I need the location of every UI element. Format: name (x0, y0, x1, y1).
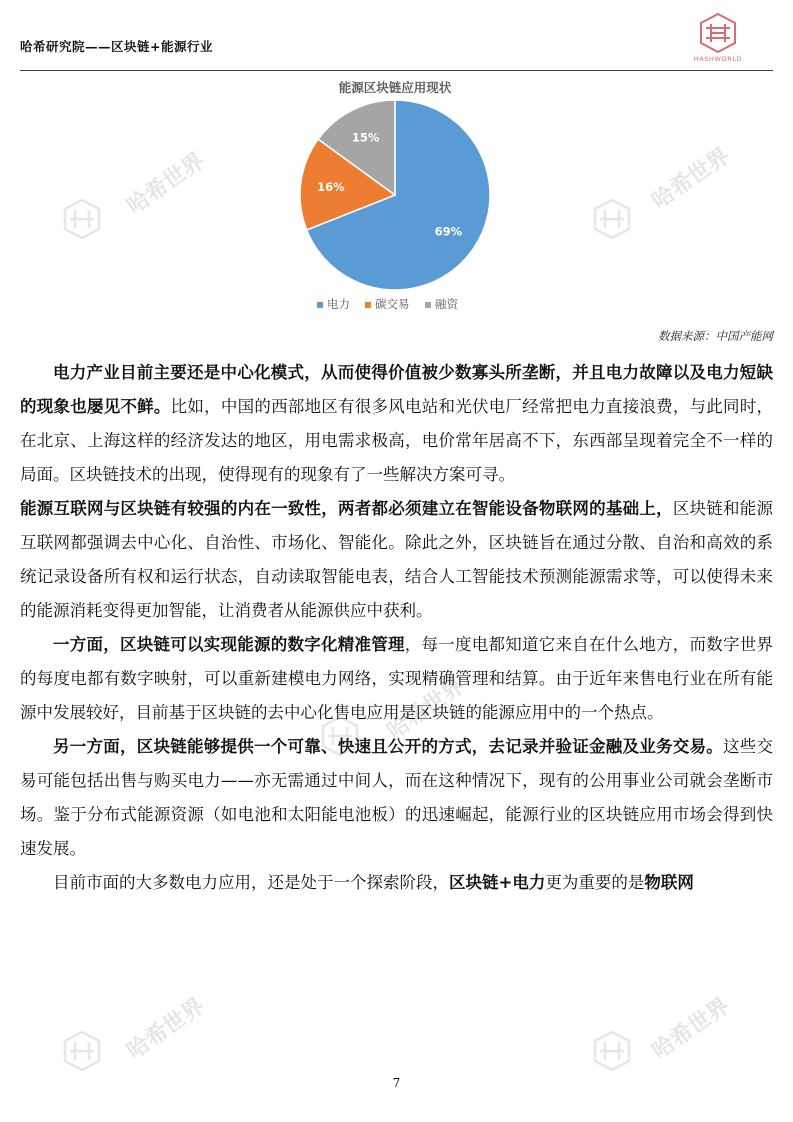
watermark-logo-icon (62, 198, 102, 240)
watermark-text: 哈希世界 (647, 993, 735, 1065)
hashworld-logo-icon (698, 12, 738, 54)
source-note: 数据来源：中国产能网 (658, 329, 773, 343)
paragraph (20, 628, 773, 730)
watermark-logo-icon (62, 1030, 102, 1072)
watermark-text: 哈希世界 (122, 993, 210, 1065)
watermark-text: 哈希世界 (122, 148, 210, 220)
text-segment: 更为重要的是 (545, 873, 645, 892)
paragraph (20, 866, 773, 900)
bold-text-segment: 另一方面，区块链能够提供一个可靠、快速且公开的方式，去记录并验证金融及业务交易。 (53, 737, 723, 756)
text-segment: 这些交易可能包括出售与购买电力——亦无需通过中间人，而在这种情况下，现有的公用事业公司就会垄断市场。鉴于分布式能源资源（如电池和太阳能电池板）的迅速崛起，能源行业的区块链应用市场会得到快速发展。 (20, 737, 773, 858)
hashworld-logo (693, 12, 743, 68)
watermark-logo-icon (592, 198, 632, 240)
text-segment: 比如，中国的西部地区有很多风电站和光伏电厂经常把电力直接浪费，与此同时，在北京、上海这样的经济发达的地区，用电需求极高，电价常年居高不下，东西部呈现着完全不一样的局面。区块链技术的出现，使得现有的现象有了一些解决方案可寻。 (20, 397, 774, 484)
pie-chart (250, 76, 540, 320)
bold-text-segment: 物联网 (644, 873, 694, 892)
pie-data-label: 69% (434, 224, 463, 239)
legend-label: 碳交易 (375, 297, 410, 311)
bold-text-segment: 电力产业目前主要还是中心化模式，从而使得价值被少数寡头所垄断，并且电力故障以及电力短缺的现象也屡见不鲜。 (20, 363, 773, 416)
paragraph (20, 492, 773, 628)
bold-text-segment: 一方面，区块链可以实现能源的数字化精准管理 (53, 635, 405, 654)
watermark-text: 哈希世界 (382, 673, 470, 745)
legend-label: 融资 (435, 297, 458, 311)
text-segment: ，每一度电都知道它来自在什么地方，而数字世界的每度电都有数字映射，可以重新建模电力网络，实现精确管理和结算。由于近年来售电行业在所有能源中发展较好，目前基于区块链的去中心化售电应用是区块链的能源应用中的一个热点。 (20, 635, 773, 722)
legend-label: 电力 (327, 297, 350, 311)
header-divider (20, 70, 773, 71)
body-text (20, 356, 773, 900)
paragraph (20, 356, 773, 492)
legend-swatch (365, 302, 371, 308)
pie-data-label: 16% (317, 179, 345, 194)
legend-swatch (317, 302, 323, 308)
bold-text-segment: 区块链+电力 (449, 873, 546, 892)
pie-chart-svg (250, 76, 540, 320)
bold-text-segment: 能源互联网与区块链有较强的内在一致性，两者都必须建立在智能设备物联网的基础上， (20, 499, 673, 518)
text-segment: 区块链和能源互联网都强调去中心化、自治性、市场化、智能化。除此之外，区块链旨在通过分散、自治和高效的系统记录设备所有权和运行状态，自动读取智能电表，结合人工智能技术预测能源需求等，可以使得未来的能源消耗变得更加智能，让消费者从能源供应中获利。 (20, 499, 774, 620)
page-number: 7 (392, 1076, 401, 1090)
watermark-text: 哈希世界 (647, 143, 735, 215)
logo-caption: HASHWORLD (693, 55, 743, 63)
paragraph (20, 730, 773, 866)
header-title: 哈希研究院——区块链+能源行业 (20, 39, 213, 54)
pie-data-label: 15% (351, 130, 380, 145)
legend-swatch (425, 302, 431, 308)
text-segment: 目前市面的大多数电力应用，还是处于一个探索阶段， (53, 873, 449, 892)
chart-title: 能源区块链应用现状 (338, 80, 452, 95)
watermark-logo-icon (592, 1030, 632, 1072)
